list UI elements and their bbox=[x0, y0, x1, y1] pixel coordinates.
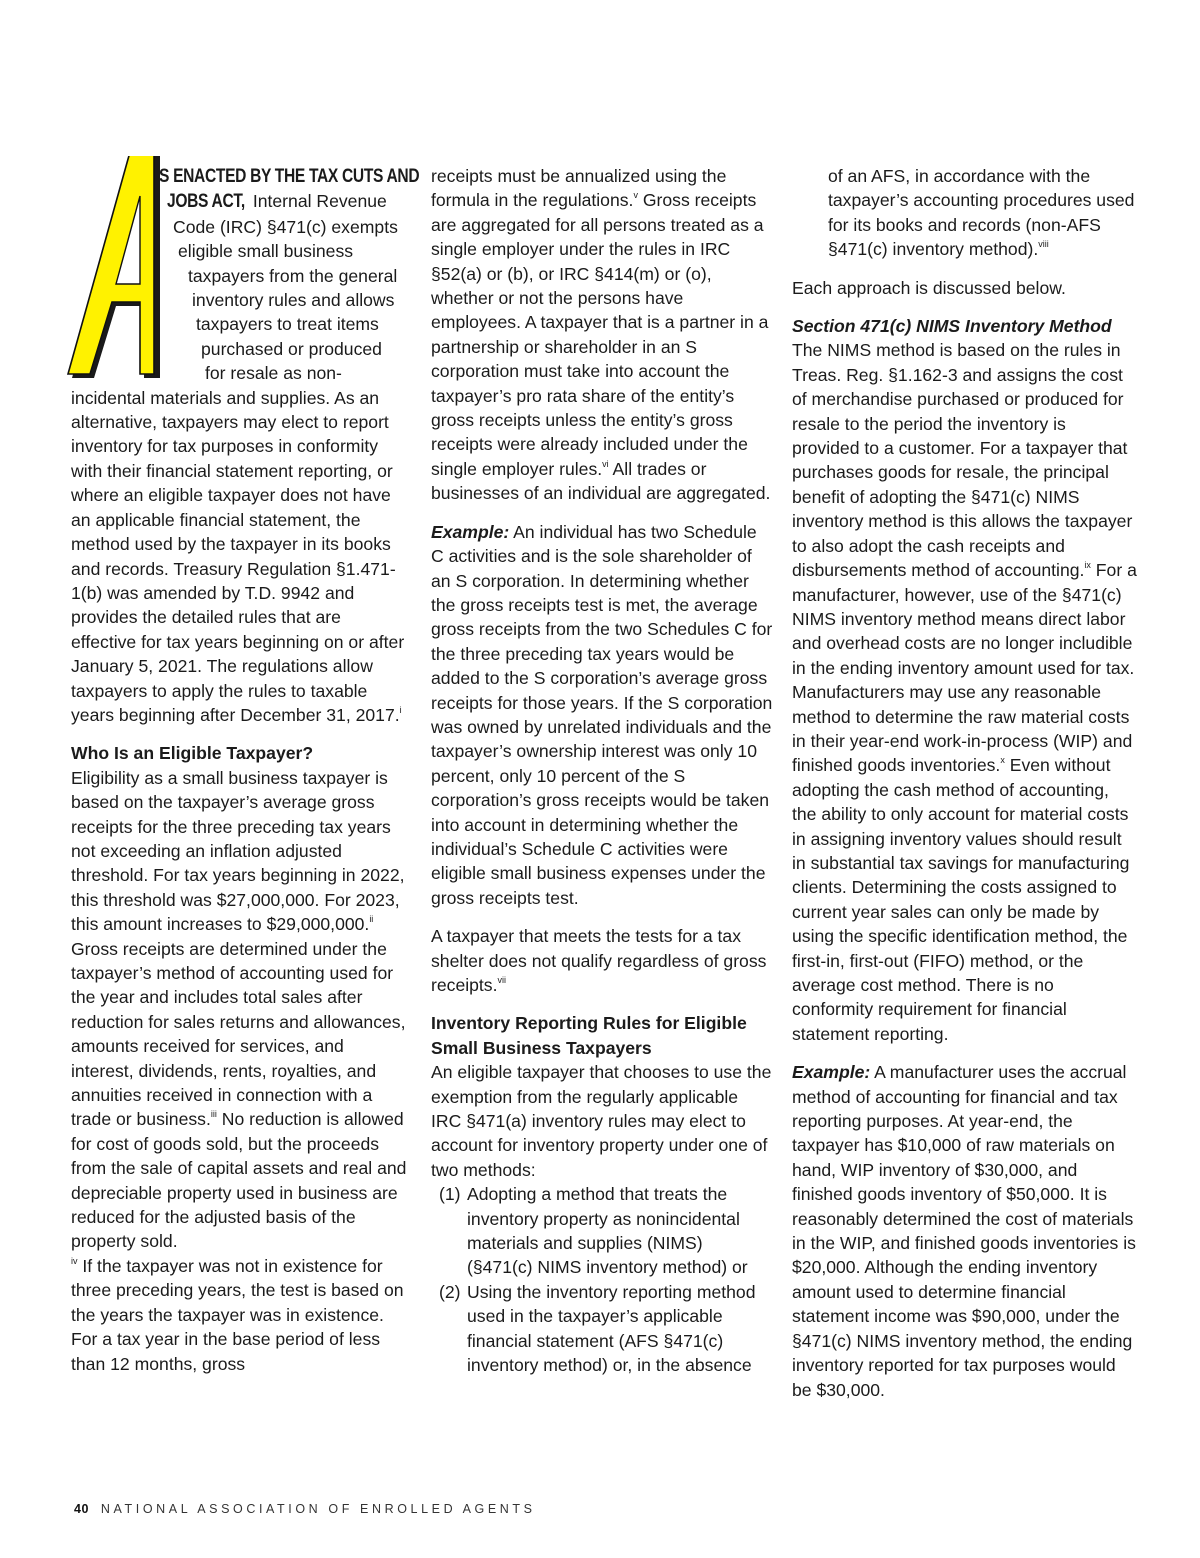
method-continuation: of an AFS, in accordance with the taxpayer’s accounting procedures used for its books and records (non-AFS §471(c) inventory method).$^{viii}$ bbox=[828, 166, 1135, 260]
endnote-ref: vi bbox=[602, 458, 609, 469]
list-item: (1) Adopting a method that treats the inventory property as nonincidental materials and supplies (NIMS) (§471(c) NIMS inventory method) or bbox=[439, 1184, 748, 1278]
example-paragraph: Example: An individual has two Schedule C activities and is the sole shareholder of an S corporation. In determining whether the gross receipts test is met, the average gross receipts from the two Schedules C for the three preceding tax years would be added to the S corporation’s average gross receipts for those years. If the S corporation was owned by unrelated individuals and the taxpayer’s ownership interest was only 10 percent, only 10 percent of the S corporation’s gross receipts would be taken into account in determining whether the individual’s Schedule C activities were eligible small business expenses under the gross receipts test. bbox=[431, 521, 773, 908]
example-label: Example: bbox=[792, 1062, 871, 1083]
endnote-ref: vii bbox=[497, 975, 506, 985]
lead-line-2: eligible small business bbox=[178, 241, 354, 262]
endnote-ref: iv bbox=[71, 1255, 78, 1266]
lead-line-6: purchased or produced bbox=[201, 338, 382, 359]
methods-list bbox=[431, 1182, 773, 1377]
methods-intro: An eligible taxpayer that chooses to use the exemption from the regularly applicable IRC §471(a) inventory rules may elect to account for inventory property under one of two methods: bbox=[431, 1062, 772, 1180]
section-heading-nims: Section 471(c) NIMS Inventory Method bbox=[792, 316, 1112, 337]
lead-line-4: inventory rules and allows bbox=[192, 290, 395, 311]
section-heading-eligible: Who Is an Eligible Taxpayer? bbox=[71, 743, 314, 764]
drop-cap-letter bbox=[64, 156, 164, 381]
lead-line-3: taxpayers from the general bbox=[188, 265, 398, 286]
article-column-3 bbox=[792, 164, 1137, 1416]
example-label: Example: bbox=[431, 521, 510, 542]
endnote-ref: ix bbox=[1084, 560, 1091, 571]
list-item: (2) Using the inventory reporting method used in the taxpayer’s applicable financial statement (AFS §471(c) inventory method) or, in the absence bbox=[439, 1281, 756, 1376]
intro-paragraph: incidental materials and supplies. As an alternative, taxpayers may elect to report inventory for tax purposes in conformity with their financial statement reporting, or where an eligible taxpayer does not have an applicable financial statement, the method used by the taxpayer in its books and records. Treasury Regulation §1.471-1(b) was amended by T.D. 9942 and provides the detailed rules that are effective for tax years beginning on or after January 5, 2021. The regulations allow taxpayers to apply the rules to taxable years beginning after December 31, 2017.$^i$ bbox=[71, 387, 405, 725]
section-heading-inventory-rules: Inventory Reporting Rules for Eligible Small Business Taxpayers bbox=[431, 1013, 747, 1058]
tax-shelter-paragraph: A taxpayer that meets the tests for a tax shelter does not qualify regardless of gross receipts.$^{vii}$ bbox=[431, 926, 767, 995]
lead-line-7: for resale as non- bbox=[205, 363, 342, 384]
nims-paragraph: The NIMS method is based on the rules in Treas. Reg. §1.162-3 and assigns the cost of merchandise purchased or produced for resale to the period the inventory is provided to a customer. For a taxpayer that purchases goods for resale, the principal benefit of adopting the §471(c) NIMS inventory method is this allows the taxpayer to also adopt the cash receipts and disbursements method of accounting.$^{ix}$ For a manufacturer, however, use of the §471(c) NIMS inventory method means direct labor and overhead costs are no longer includible in the ending inventory amount used for tax. Manufacturers may use any reasonable method to determine the raw material costs in their year-end work-in-process (WIP) and finished goods inventories.$^x$ Even without adopting the cash method of accounting, the ability to only account for material costs in assigning inventory values should result in substantial tax savings for manufacturing clients. Determining the costs assigned to current year sales can only be made by using the specific identification method, the first-in, first-out (FIFO) method, or the average cost method. There is no conformity requirement for financial statement reporting. bbox=[792, 340, 1137, 1044]
page-footer bbox=[74, 1502, 536, 1516]
endnote-ref: i bbox=[399, 704, 402, 715]
approach-paragraph: Each approach is discussed below. bbox=[792, 277, 1066, 298]
endnote-ref: viii bbox=[1038, 239, 1049, 250]
page-number: 40 bbox=[74, 1502, 89, 1516]
endnote-ref: ii bbox=[369, 914, 374, 925]
lead-line-1: Code (IRC) §471(c) exempts bbox=[173, 216, 398, 237]
lead-in-rest: Internal Revenue bbox=[247, 191, 387, 212]
article-column-1 bbox=[71, 164, 420, 1390]
publication-name: NATIONAL ASSOCIATION OF ENROLLED AGENTS bbox=[100, 1502, 536, 1516]
article-column-2 bbox=[431, 164, 773, 1392]
gross-receipts-paragraph: receipts must be annualized using the formula in the regulations.$^v$ Gross receipts are aggregated for all persons treated as a single employer under the rules in IRC §52(a) or (b), or IRC §414(m) or (o), whether or not the persons have employees. A taxpayer that is a partner in a partnership or shareholder in an S corporation must take into account the taxpayer’s pro rata share of the entity’s gross receipts unless the entity’s gross receipts were already included under the single employer rules.$^{vi}$ All trades or businesses of an individual are aggregated. bbox=[431, 166, 771, 504]
endnote-ref: iii bbox=[210, 1109, 217, 1120]
endnote-ref: x bbox=[1000, 755, 1005, 766]
lead-in-line-2: JOBS ACT, bbox=[167, 191, 245, 213]
eligibility-paragraph: Eligibility as a small business taxpayer is based on the taxpayer’s average gross receipts for the three preceding tax years not exceeding an inflation adjusted threshold. For tax years beginning in 2022, this threshold was $27,000,000. For 2023, this amount increases to $29,000,000.$^{ii}$ Gross receipts are determined under the taxpayer’s method of accounting used for the year and includes total sales after reduction for sales returns and allowances, amounts received for services, and interest, dividends, rents, royalties, and annuities received in connection with a trade or business.$^{iii}$ No reduction is allowed for cost of goods sold, but the proceeds from the sale of capital assets and real and depreciable property used in business are reduced for the adjusted basis of the property sold. $^{iv}$ If the taxpayer was not in existence for three preceding years, the test is based on the years the taxpayer was in existence. For a tax year in the base period of less than 12 months, gross bbox=[71, 767, 407, 1374]
lead-line-5: taxpayers to treat items bbox=[196, 314, 379, 335]
endnote-ref: v bbox=[633, 190, 638, 201]
manufacturer-example: Example: A manufacturer uses the accrual method of accounting for financial and tax reporting purposes. At year-end, the taxpayer has $10,000 of raw materials on hand, WIP inventory of $30,000, and finished goods inventory of $50,000. It is reasonably determined the cost of materials in the WIP, and finished goods inventories is $20,000. Although the ending inventory amount used to determine financial statement income was $90,000, under the §471(c) NIMS inventory method, the ending inventory reported for tax purposes would be $30,000. bbox=[792, 1062, 1136, 1400]
lead-in-line-1: S ENACTED BY THE TAX CUTS AND bbox=[159, 166, 420, 187]
